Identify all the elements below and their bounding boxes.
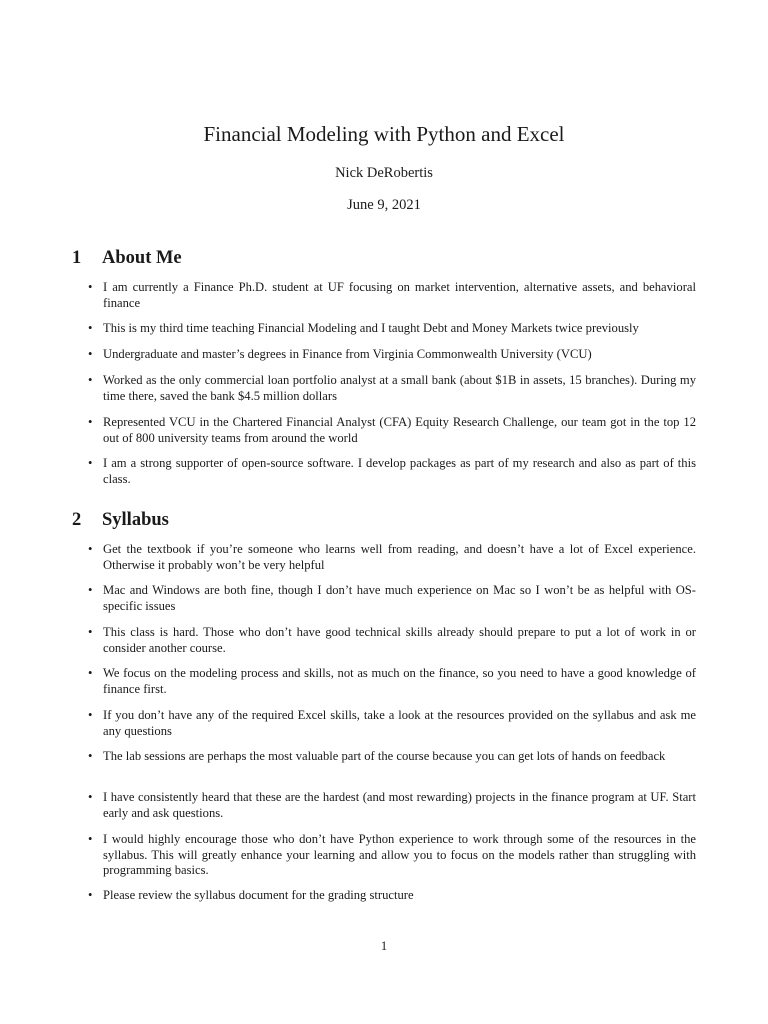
list-item-text: The lab sessions are perhaps the most valuable part of the course because you can get lots of hands on feedback bbox=[103, 749, 666, 763]
list-item-text: I am a strong supporter of open-source software. I develop packages as part of my research and also as part of this class. bbox=[103, 456, 696, 486]
list-item bbox=[72, 708, 696, 739]
title-block bbox=[0, 120, 768, 214]
document-author: Nick DeRobertis bbox=[335, 165, 433, 181]
list-item-text: Represented VCU in the Chartered Financial Analyst (CFA) Equity Research Challenge, our team got in the top 12 out of 800 university teams from around the world bbox=[103, 415, 696, 445]
list-item-text: This class is hard. Those who don’t have good technical skills already should prepare to put a lot of work in or consider another course. bbox=[103, 625, 696, 655]
bullet-icon: • bbox=[88, 415, 93, 429]
list-item bbox=[72, 373, 696, 404]
list-item-text: Undergraduate and master’s degrees in Finance from Virginia Commonwealth University (VCU) bbox=[103, 347, 592, 361]
list-item-text: I would highly encourage those who don’t have Python experience to work through some of the resources in the syllabus. This will greatly enhance your learning and allow you to focus on the models rather than struggling with programming basics. bbox=[103, 832, 696, 877]
section-number: 2 bbox=[72, 510, 82, 530]
list-item-text: I have consistently heard that these are the hardest (and most rewarding) projects in the finance program at UF. Start early and ask questions. bbox=[103, 790, 696, 820]
section-syllabus bbox=[72, 508, 696, 902]
list-item bbox=[72, 666, 696, 697]
list-item-text: If you don’t have any of the required Excel skills, take a look at the resources provided on the syllabus and ask me any questions bbox=[103, 708, 696, 738]
section-about-me bbox=[72, 246, 696, 486]
list-item bbox=[72, 888, 696, 904]
list-item-text: I am currently a Finance Ph.D. student at UF focusing on market intervention, alternative assets, and behavioral finance bbox=[103, 280, 696, 310]
section-heading bbox=[72, 246, 696, 270]
list-item-text: Get the textbook if you’re someone who learns well from reading, and doesn’t have a lot of Excel experience. Otherwise it probably won’t be very helpful bbox=[103, 542, 696, 572]
bullet-icon: • bbox=[88, 790, 93, 804]
list-item bbox=[72, 542, 696, 573]
section-number: 1 bbox=[72, 248, 82, 268]
document-date: June 9, 2021 bbox=[347, 197, 421, 213]
list-item-text: Please review the syllabus document for the grading structure bbox=[103, 888, 414, 902]
list-item bbox=[72, 832, 696, 879]
list-item-text: Mac and Windows are both fine, though I don’t have much experience on Mac so I won’t be as helpful with OS-specific issues bbox=[103, 583, 696, 613]
bullet-icon: • bbox=[88, 321, 93, 335]
list-item bbox=[72, 583, 696, 614]
bullet-icon: • bbox=[88, 347, 93, 361]
list-item bbox=[72, 790, 696, 821]
bullet-icon: • bbox=[88, 832, 93, 846]
bullet-icon: • bbox=[88, 666, 93, 680]
bullet-icon: • bbox=[88, 625, 93, 639]
bullet-icon: • bbox=[88, 373, 93, 387]
list-item bbox=[72, 415, 696, 446]
list-item-text: This is my third time teaching Financial Modeling and I taught Debt and Money Markets twice previously bbox=[103, 321, 639, 335]
list-item-text: We focus on the modeling process and skills, not as much on the finance, so you need to have a good knowledge of finance first. bbox=[103, 666, 696, 696]
list-item bbox=[72, 625, 696, 656]
list-item-text: Worked as the only commercial loan portfolio analyst at a small bank (about $1B in assets, 15 branches). During my time there, saved the bank $4.5 million dollars bbox=[103, 373, 696, 403]
bullet-icon: • bbox=[88, 280, 93, 294]
section-title: Syllabus bbox=[102, 510, 169, 530]
section-title: About Me bbox=[102, 248, 182, 268]
bullet-icon: • bbox=[88, 583, 93, 597]
bullet-icon: • bbox=[88, 708, 93, 722]
bullet-icon: • bbox=[88, 542, 93, 556]
list-item bbox=[72, 347, 696, 363]
bullet-icon: • bbox=[88, 749, 93, 763]
list-item bbox=[72, 321, 696, 337]
section-heading bbox=[72, 508, 696, 532]
page-number: 1 bbox=[380, 939, 388, 953]
list-item bbox=[72, 280, 696, 311]
list-item bbox=[72, 456, 696, 487]
list-item bbox=[72, 749, 696, 765]
bullet-icon: • bbox=[88, 456, 93, 470]
document-title: Financial Modeling with Python and Excel bbox=[203, 122, 565, 146]
bullet-icon: • bbox=[88, 888, 93, 902]
